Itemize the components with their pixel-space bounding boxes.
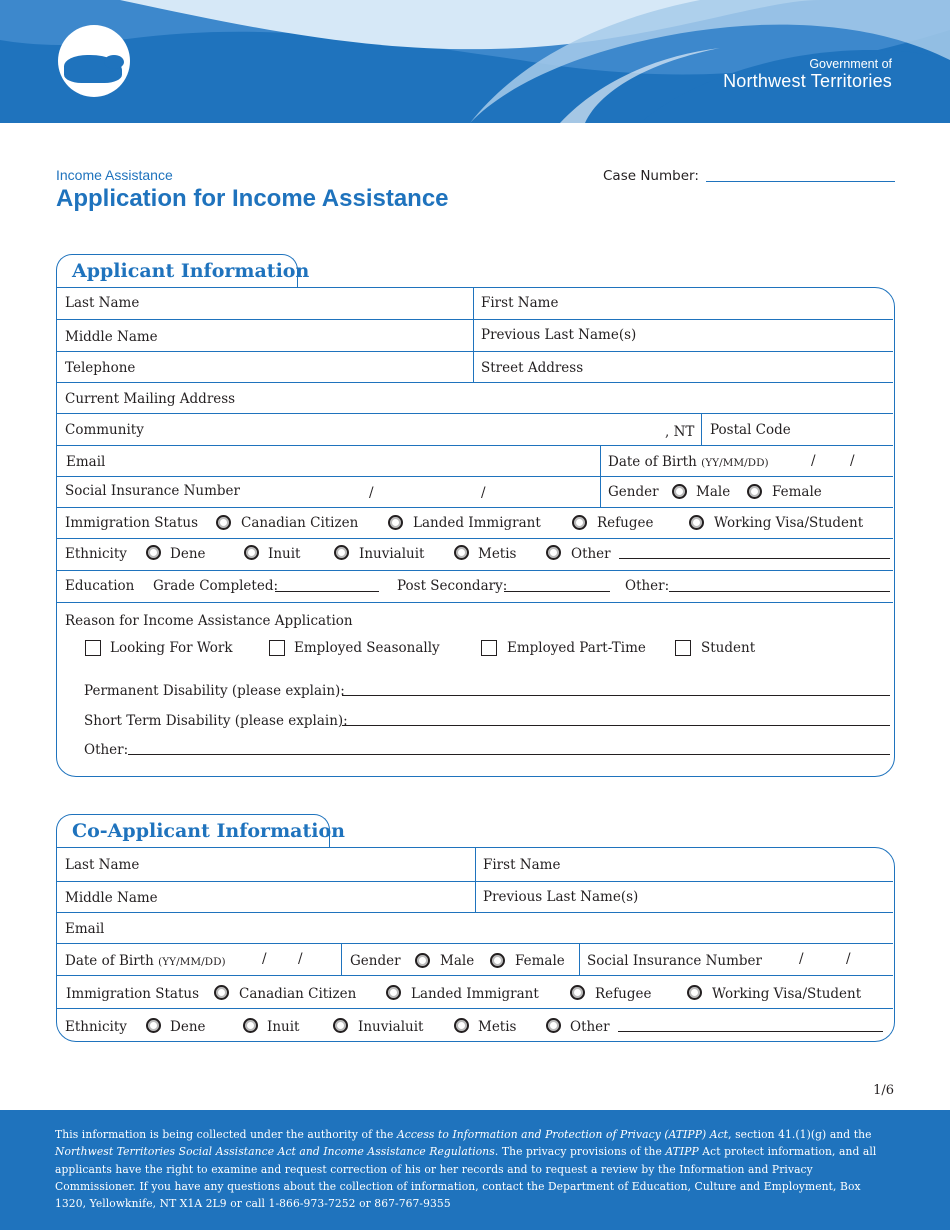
dob-field[interactable] bbox=[608, 454, 769, 471]
gender-male-label: Male bbox=[696, 484, 731, 500]
divider bbox=[57, 413, 893, 414]
case-number-input[interactable] bbox=[706, 181, 895, 182]
co-applicant-tab bbox=[56, 814, 345, 848]
co-dene-radio[interactable] bbox=[146, 1018, 161, 1033]
divider bbox=[475, 848, 476, 913]
ethnicity-label: Ethnicity bbox=[65, 546, 127, 562]
post-secondary-input[interactable] bbox=[504, 591, 610, 592]
divider bbox=[701, 414, 702, 446]
dob-label: Date of Birth bbox=[608, 454, 697, 470]
post-secondary-label: Post Secondary: bbox=[397, 578, 508, 594]
divider bbox=[57, 975, 893, 976]
co-canadian-citizen-radio[interactable] bbox=[214, 985, 229, 1000]
mailing-address-field[interactable]: Current Mailing Address bbox=[65, 391, 236, 407]
postal-code-field[interactable]: Postal Code bbox=[710, 422, 791, 438]
sin-separator: / bbox=[369, 485, 374, 501]
divider bbox=[57, 476, 893, 477]
act-name: Access to Information and Protection of Privacy (ATIPP) Act bbox=[396, 1128, 729, 1141]
co-dene-label: Dene bbox=[170, 1019, 206, 1035]
form-category: Income Assistance bbox=[56, 167, 173, 183]
looking-for-work-checkbox[interactable] bbox=[85, 640, 101, 656]
employed-seasonally-checkbox[interactable] bbox=[269, 640, 285, 656]
inuit-radio[interactable] bbox=[244, 545, 259, 560]
telephone-field[interactable]: Telephone bbox=[65, 360, 136, 376]
other-ethnicity-label: Other bbox=[571, 546, 611, 562]
working-visa-radio[interactable] bbox=[689, 515, 704, 530]
immigration-status-label: Immigration Status bbox=[65, 515, 199, 531]
short-term-disability-input[interactable] bbox=[342, 725, 890, 726]
wave-graphic bbox=[0, 0, 950, 123]
looking-for-work-label: Looking For Work bbox=[110, 640, 233, 656]
privacy-footer bbox=[0, 1110, 950, 1230]
dene-label: Dene bbox=[170, 546, 206, 562]
employed-part-time-label: Employed Part-Time bbox=[507, 640, 646, 656]
grade-completed-input[interactable] bbox=[275, 591, 379, 592]
date-separator: / bbox=[811, 453, 816, 469]
co-metis-radio[interactable] bbox=[454, 1018, 469, 1033]
dob-label: Date of Birth bbox=[65, 953, 154, 969]
co-gender-male-label: Male bbox=[440, 953, 475, 969]
notice-text: . The privacy provisions of the bbox=[494, 1145, 666, 1159]
gnwt-logo bbox=[58, 25, 130, 97]
divider bbox=[57, 1008, 893, 1009]
reason-other-label: Other: bbox=[84, 742, 129, 758]
gender-male-radio[interactable] bbox=[672, 484, 687, 499]
act-name: ATIPP bbox=[665, 1145, 699, 1159]
working-visa-label: Working Visa/Student bbox=[714, 515, 864, 531]
first-name-field[interactable]: First Name bbox=[481, 295, 559, 311]
gender-female-radio[interactable] bbox=[747, 484, 762, 499]
co-inuit-label: Inuit bbox=[267, 1019, 300, 1035]
canadian-citizen-label: Canadian Citizen bbox=[241, 515, 359, 531]
notice-text: Act protect information, and all applicants have the right to examine and request correction of his or her records and to request a review by the Information and Privacy Commissioner. If you have any questions about the collection of information, contact the Department of Education, Culture and Employment, Box 1320, Yellowknife, NT X1A 2L9 or call 1-866-973-7252 or 867-767-9355 bbox=[55, 1145, 877, 1211]
co-canadian-citizen-label: Canadian Citizen bbox=[239, 986, 357, 1002]
divider bbox=[57, 382, 893, 383]
sin-separator: / bbox=[846, 951, 851, 967]
education-other-input[interactable] bbox=[669, 591, 890, 592]
community-field[interactable]: Community bbox=[65, 422, 144, 438]
header-banner bbox=[0, 0, 950, 123]
student-label: Student bbox=[701, 640, 756, 656]
privacy-notice bbox=[55, 1126, 895, 1212]
student-checkbox[interactable] bbox=[675, 640, 691, 656]
case-number-label: Case Number: bbox=[603, 168, 699, 184]
permanent-disability-label: Permanent Disability (please explain): bbox=[84, 683, 345, 699]
bear-head-shape bbox=[104, 55, 124, 69]
co-landed-immigrant-label: Landed Immigrant bbox=[411, 986, 539, 1002]
co-refugee-label: Refugee bbox=[595, 986, 652, 1002]
divider bbox=[341, 944, 342, 976]
notice-text: This information is being collected under the authority of the bbox=[55, 1128, 397, 1141]
co-gender-female-radio[interactable] bbox=[490, 953, 505, 968]
email-field[interactable]: Email bbox=[66, 454, 106, 470]
education-other-label: Other: bbox=[625, 578, 670, 594]
act-name: Northwest Territories Social Assistance Act and Income Assistance Regulations bbox=[55, 1145, 495, 1159]
co-gender-male-radio[interactable] bbox=[415, 953, 430, 968]
co-previous-last-name-field[interactable]: Previous Last Name(s) bbox=[483, 889, 639, 905]
inuvialuit-label: Inuvialuit bbox=[359, 546, 425, 562]
gender-female-label: Female bbox=[772, 484, 822, 500]
education-label: Education bbox=[65, 578, 135, 594]
co-gender-female-label: Female bbox=[515, 953, 565, 969]
co-metis-label: Metis bbox=[478, 1019, 517, 1035]
section-title: Applicant Information bbox=[72, 260, 310, 282]
co-working-visa-label: Working Visa/Student bbox=[712, 986, 862, 1002]
refugee-label: Refugee bbox=[597, 515, 654, 531]
dob-format: (YY/MM/DD) bbox=[701, 457, 769, 469]
co-landed-immigrant-radio[interactable] bbox=[386, 985, 401, 1000]
sin-separator: / bbox=[799, 951, 804, 967]
middle-name-field[interactable]: Middle Name bbox=[65, 329, 158, 345]
inuvialuit-radio[interactable] bbox=[334, 545, 349, 560]
co-refugee-radio[interactable] bbox=[570, 985, 585, 1000]
co-middle-name-field[interactable]: Middle Name bbox=[65, 890, 158, 906]
permanent-disability-input[interactable] bbox=[342, 695, 890, 696]
gov-label: Government of bbox=[809, 57, 892, 71]
gender-label: Gender bbox=[608, 484, 659, 500]
inuit-label: Inuit bbox=[268, 546, 301, 562]
reason-other-input[interactable] bbox=[128, 754, 890, 755]
divider bbox=[57, 351, 893, 352]
divider bbox=[57, 507, 893, 508]
metis-radio[interactable] bbox=[454, 545, 469, 560]
divider bbox=[57, 602, 893, 603]
co-inuvialuit-label: Inuvialuit bbox=[358, 1019, 424, 1035]
date-separator: / bbox=[850, 453, 855, 469]
landed-immigrant-label: Landed Immigrant bbox=[413, 515, 541, 531]
co-sin-field[interactable]: Social Insurance Number bbox=[587, 953, 762, 969]
co-inuit-radio[interactable] bbox=[243, 1018, 258, 1033]
divider bbox=[57, 943, 893, 944]
divider bbox=[57, 570, 893, 571]
co-email-field[interactable]: Email bbox=[65, 921, 105, 937]
grade-completed-label: Grade Completed: bbox=[153, 578, 279, 594]
applicant-section bbox=[56, 287, 895, 777]
section-title: Co-Applicant Information bbox=[72, 820, 345, 842]
co-gender-label: Gender bbox=[350, 953, 401, 969]
notice-text: , section 41.(1)(g) and the bbox=[728, 1128, 872, 1141]
co-working-visa-radio[interactable] bbox=[687, 985, 702, 1000]
divider bbox=[579, 944, 580, 976]
divider bbox=[473, 288, 474, 383]
co-immigration-status-label: Immigration Status bbox=[66, 986, 200, 1002]
co-other-ethnicity-input[interactable] bbox=[618, 1031, 883, 1032]
metis-label: Metis bbox=[478, 546, 517, 562]
dene-radio[interactable] bbox=[146, 545, 161, 560]
employed-seasonally-label: Employed Seasonally bbox=[294, 640, 440, 656]
employed-part-time-checkbox[interactable] bbox=[481, 640, 497, 656]
page-number: 1/6 bbox=[873, 1083, 894, 1098]
page-title: Application for Income Assistance bbox=[56, 185, 449, 212]
sin-separator: / bbox=[481, 485, 486, 501]
co-other-ethnicity-radio[interactable] bbox=[546, 1018, 561, 1033]
street-address-field[interactable]: Street Address bbox=[481, 360, 584, 376]
date-separator: / bbox=[262, 951, 267, 967]
co-other-ethnicity-label: Other bbox=[570, 1019, 610, 1035]
short-term-disability-label: Short Term Disability (please explain): bbox=[84, 713, 348, 729]
co-dob-field[interactable] bbox=[65, 953, 226, 970]
territory-name: Northwest Territories bbox=[723, 71, 892, 91]
divider bbox=[600, 445, 601, 508]
reason-label: Reason for Income Assistance Application bbox=[65, 613, 353, 629]
co-last-name-field[interactable]: Last Name bbox=[65, 857, 140, 873]
previous-last-name-field[interactable]: Previous Last Name(s) bbox=[481, 327, 637, 343]
divider bbox=[57, 319, 893, 320]
canadian-citizen-radio[interactable] bbox=[216, 515, 231, 530]
co-inuvialuit-radio[interactable] bbox=[333, 1018, 348, 1033]
applicant-tab bbox=[56, 254, 310, 288]
divider bbox=[57, 538, 893, 539]
last-name-field[interactable]: Last Name bbox=[65, 295, 140, 311]
sin-field[interactable]: Social Insurance Number bbox=[65, 483, 240, 499]
other-ethnicity-radio[interactable] bbox=[546, 545, 561, 560]
divider bbox=[57, 445, 893, 446]
refugee-radio[interactable] bbox=[572, 515, 587, 530]
co-first-name-field[interactable]: First Name bbox=[483, 857, 561, 873]
date-separator: / bbox=[298, 951, 303, 967]
landed-immigrant-radio[interactable] bbox=[388, 515, 403, 530]
other-ethnicity-input[interactable] bbox=[619, 558, 890, 559]
dob-format: (YY/MM/DD) bbox=[158, 956, 226, 968]
co-ethnicity-label: Ethnicity bbox=[65, 1019, 127, 1035]
co-applicant-section bbox=[56, 847, 895, 1042]
nt-suffix: , NT bbox=[665, 424, 695, 440]
